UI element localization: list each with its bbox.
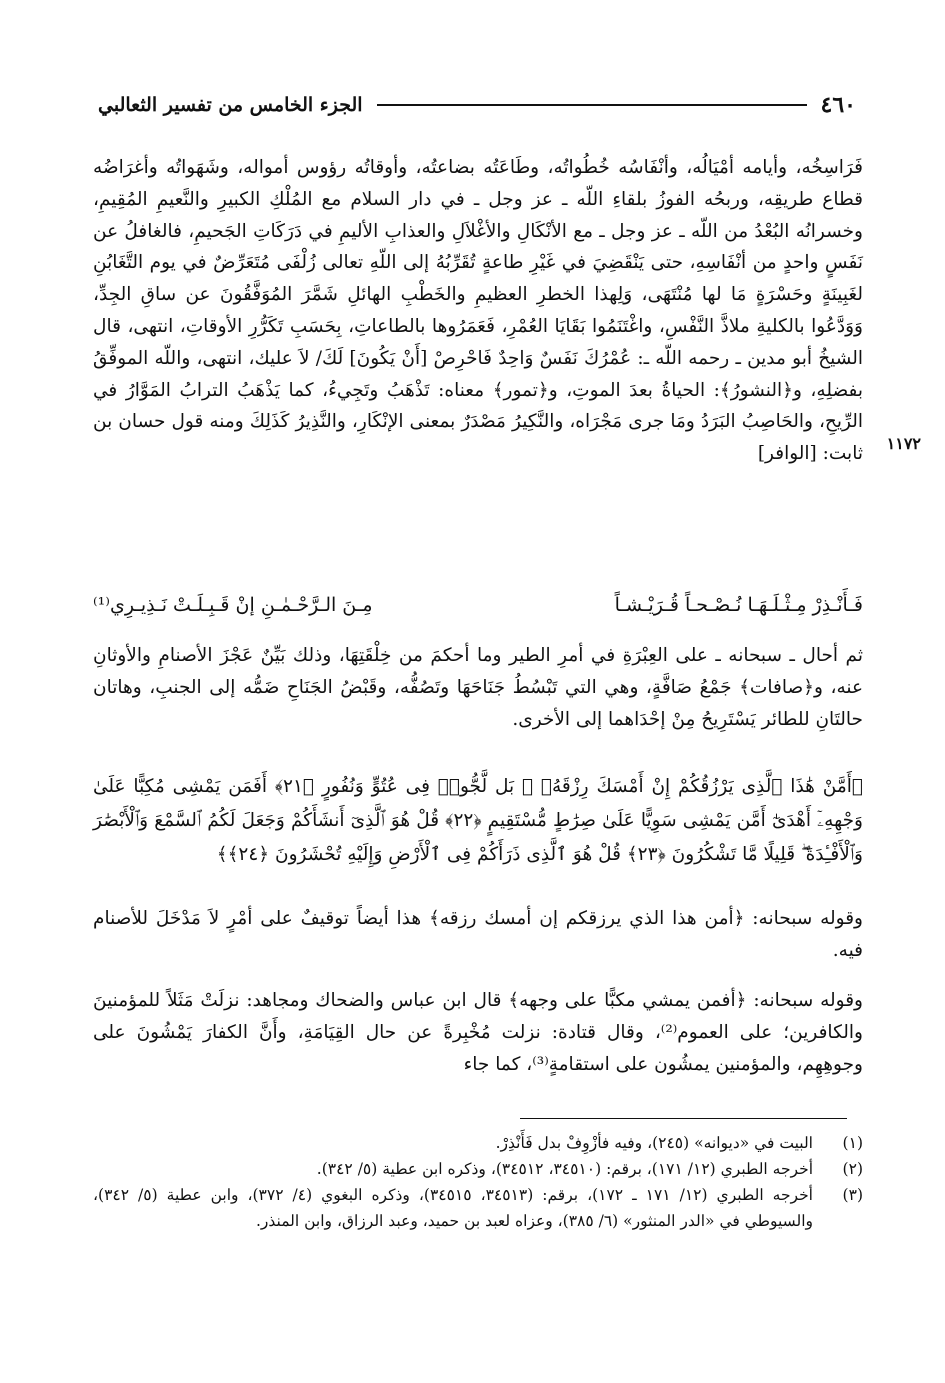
quran-verses: ﴿أَمَّنْ هَٰذَا ٱلَّذِى يَرْزُقُكُمْ إِنْ أَمْسَكَ رِزْقَهُۥ ۚ بَل لَّجُّوا۟ فِى عُتُوٍّ وَنُفُورٍ ﴿٢١﴾ أَفَمَن يَمْشِى مُكِبًّا عَلَىٰ وَجْهِهِۦٓ أَهْدَىٰٓ أَمَّن يَمْشِى سَوِيًّا عَلَىٰ صِرَٰطٍ مُّسْتَقِيمٍ ﴿٢٢﴾ قُلْ هُوَ ٱلَّذِىٓ أَنشَأَكُمْ وَجَعَلَ لَكُمُ ٱلسَّمْعَ وَٱلْأَبْصَٰرَ وَٱلْأَفْـِٔدَةَ ۖ قَلِيلًا مَّا تَشْكُرُونَ ﴿٢٣﴾ قُلْ هُوَ ٱلَّذِى ذَرَأَكُمْ فِى ٱلْأَرْضِ وَإِلَيْهِ تُحْشَرُونَ ﴿٢٤﴾﴾ xyxy=(93,776,863,865)
running-title: الجزء الخامس من تفسير الثعالبي xyxy=(98,94,363,116)
body-paragraph-2 xyxy=(93,640,863,735)
paragraph-text: ثم أحال ـ سبحانه ـ على العِبْرَةِ في أمرِ الطير وما أحكمَ من خِلْقَتِهَا، وذلك بَيِّنٌ عَجْزَ الأصنامِ والأوثانِ عنه، و﴿صافات﴾ جَمْعُ صَافَّةٍ، وهي التي تَبْسُطُ جَنَاحَهَا وتَصُفُّه، وقَبْضُ الجَنَاحِ ضَمُّه إلى الجنبِ، وهاتان حالتَانِ للطائر يَسْتَرِيحُ مِنْ إحْدَاهما إلى الأخرى. xyxy=(93,645,863,730)
footnote-text: أخرجه الطبري (١٢/ ١٧١)، برقم: (٣٤٥١٠، ٣٤٥١٢)، وذكره ابن عطية (٥/ ٣٤٢). xyxy=(316,1160,813,1178)
footnote xyxy=(93,1130,863,1156)
footnote-number: (٢) xyxy=(842,1160,863,1178)
paragraph-text: فَرَاسِخُه، وأيامه أمْيَالُه، وأنْفَاسُه خُطُواتُه، وطَاعَتُه بضاعتُه، وأوقاتُه رؤوس أمواله، وشَهَواتُه وأغرَاضُه قطاع طريقِه، وربحُه الفوزُ بلقاءِ اللّه ـ عز وجل ـ في دار السلام مع المُلْكِ الكبيرِ والنَّعيمِ المُقِيمِ، وخسرانُه البُعْدُ من اللّه ـ عز وجل ـ مع الأنْكَالِ والأغْلاَلِ والعذابِ الأليمِ في دَرَكَاتِ الجَحيمِ، فالغافلُ عن نَفَسٍ واحدٍ من أنْفَاسِهِ، حتى يَنْقَضِيَ في غَيْرِ طاعةٍ تُقَرِّبُهُ إلى اللّهِ تعالى زُلْفَى مُتَعَرِّضٌ في يوم التَّغَابُنِ لغَبِينَةٍ وحَسْرَةٍ مَا لها مُنْتَهَى، وَلِهذا الخطرِ العظيمِ والخَطْبِ الهائلِ شَمَّرَ المُوَفَّقُونَ عن ساقِ الجِدِّ، وَوَدَّعُوا بالكليةِ ملاذَّ النَّفْسِ، واغْتَنَمُوا بَقَايَا العُمْرِ، فَعَمَرُوها بالطاعاتِ، بِحَسَبِ تَكَرُّرِ الأوقاتِ، انتهى، قال الشيخُ أبو مدين ـ رحمه اللّه ـ: عُمْرُكَ نَفَسٌ وَاحِدٌ فَاحْرِصْ [أَنْ يَكُونَ] لَكَ/ لاَ عليك، انتهى، واللّه الموفِّقُ بفضلِهِ، و﴿النشورُ﴾: الحياةُ بعدَ الموتِ، و﴿تمور﴾ معناه: تَذْهَبُ وتَجِيءُ، كما يَذْهَبُ الترابُ المَوَّارُ في الرِّيحِ، والحَاصِبُ البَرَدُ ومَا جرى مَجْرَاه، والنَّكِيرُ مَصْدَرٌ بمعنى الإنْكَارِ، والنَّذِيرُ كَذَلِكَ ومنه قول حسان بن ثابت: [الوافر] xyxy=(93,157,863,465)
page-header xyxy=(98,88,856,122)
paragraph-text: وقوله سبحانه: ﴿أمن هذا الذي يرزقكم إن أمسك رزقه﴾ هذا أيضاً توقيفٌ على أمْرٍ لاَ مَدْخَلَ للأصنام فيه. xyxy=(93,908,863,961)
body-paragraph-4 xyxy=(93,985,863,1080)
page-number: ٤٦٠ xyxy=(820,92,856,118)
header-rule xyxy=(377,104,807,106)
footnote-number: (٣) xyxy=(842,1186,863,1204)
body-paragraph-1 xyxy=(93,152,863,470)
footnote xyxy=(93,1156,863,1182)
footnote-text: البيت في «ديوانه» (٢٤٥)، وفيه فأزْوِفْ بدل فَأَنْذِرْ. xyxy=(495,1134,813,1152)
body-paragraph-3 xyxy=(93,903,863,967)
poem-verse xyxy=(93,594,863,628)
paragraph-text: وقوله سبحانه: ﴿أفمن يمشي مكبًّا على وجهه﴾ قال ابن عباس والضحاك ومجاهد: نزلَتْ مَثَلاً للمؤمنينَ والكافرين؛ على العموم⁽²⁾، وقال قتادة: نزلت مُخْبِرةً عن حال القِيَامَةِ، وأَنَّ الكفارَ يَمْشُونَ على وجوهِهِم، والمؤمنين يمشُون على استقامةٍ⁽³⁾، كما جاء xyxy=(93,990,863,1075)
footnote xyxy=(93,1182,863,1234)
margin-folio-number: ١١٧٢ xyxy=(886,434,921,453)
poem-first-hemistich: فَـأَنْـذِرْ مِـثْـلَـهَـا نُـصْـحـاً قُـرَيْـشـاً xyxy=(614,594,863,616)
footnote-text: أخرجه الطبري (١٢/ ١٧١ ـ ١٧٢)، برقم: (٣٤٥١٣، ٣٤٥١٥)، وذكره البغوي (٤/ ٣٧٢)، وابن عطية (٥/ ٣٤٢)، والسيوطي في «الدر المنثور» (٦/ ٣٨٥)، وعزاه لعبد بن حميد، وعبد الرزاق، وابن المنذر. xyxy=(93,1186,813,1230)
poem-second-hemistich: مِـنَ الـرَّحْـمٰـنِ إنْ قَـبِـلَـتْ نَـذِيـرِي⁽¹⁾ xyxy=(93,594,373,616)
footnote-number: (١) xyxy=(842,1134,863,1152)
footnote-separator xyxy=(520,1118,847,1119)
footnotes xyxy=(93,1130,863,1234)
